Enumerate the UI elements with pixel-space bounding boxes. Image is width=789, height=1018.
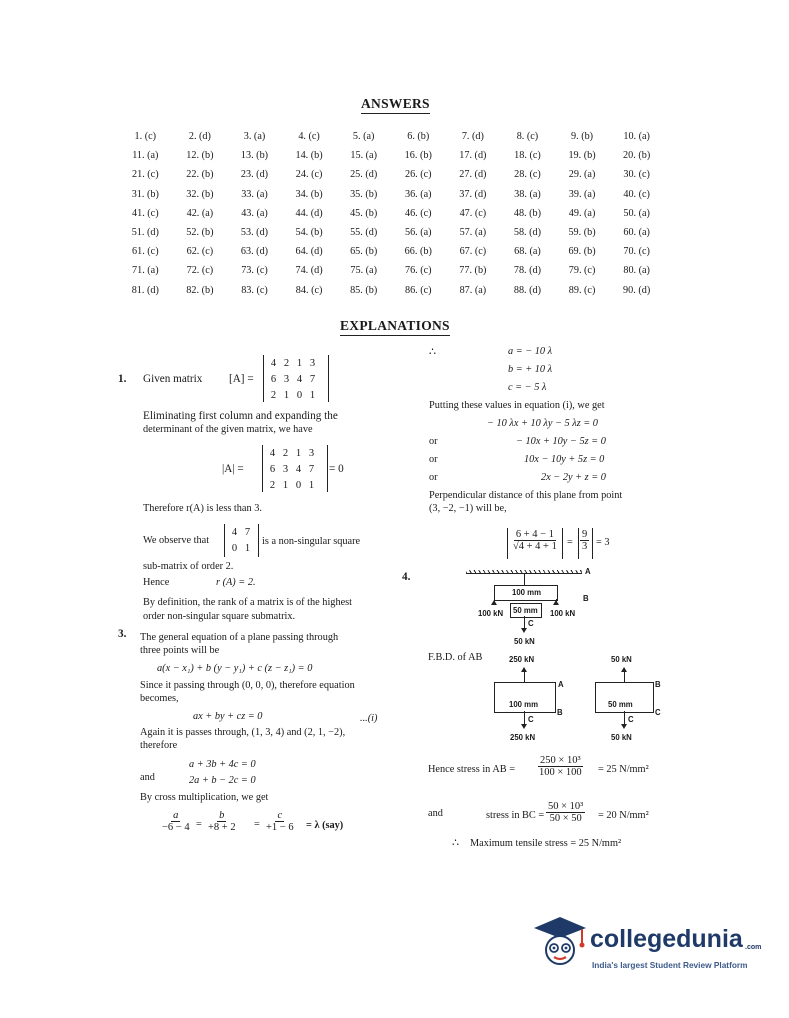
answer-cell: 75. (a) [350, 265, 377, 277]
matrix-entry: 7 [244, 526, 251, 538]
answer-cell: 61. (c) [132, 246, 159, 258]
answer-cell: 69. (b) [568, 246, 596, 258]
q3-and: and [140, 772, 155, 783]
q3-cross: By cross multiplication, we get [140, 792, 269, 803]
answer-row [118, 204, 664, 223]
q4-dim-100: 100 mm [512, 588, 542, 597]
answer-cell: 18. (c) [514, 150, 541, 162]
answer-cell: 80. (a) [623, 265, 650, 277]
q1-definition2: order non-singular square submatrix. [143, 611, 296, 622]
matrix-entry: 1 [308, 479, 315, 491]
answer-cell: 42. (a) [186, 207, 214, 219]
matrix-entry: 4 [270, 357, 277, 369]
answer-cell: 73. (c) [241, 265, 268, 277]
answer-cell: 84. (c) [295, 284, 323, 296]
q1-matrix [267, 355, 319, 403]
answer-row [118, 165, 664, 184]
matrix-entry: 2 [283, 357, 290, 369]
answer-cell: 66. (b) [404, 246, 432, 258]
answer-cell: 23. (d) [240, 169, 269, 181]
answer-cell: 89. (c) [568, 284, 596, 296]
answer-cell: 62. (c) [186, 246, 214, 258]
q4-stress-bc: stress in BC = [486, 810, 545, 821]
answer-cell: 6. (b) [407, 131, 430, 143]
answer-cell: 31. (b) [131, 188, 159, 200]
answer-cell: 17. (d) [459, 150, 487, 162]
matrix-entry: 4 [296, 373, 303, 385]
q1-number: 1. [118, 373, 127, 385]
q1-a-label: [A] = [229, 373, 254, 385]
answer-cell: 30. (c) [623, 169, 650, 181]
q3-eq3: a + 3b + 4c = 0 [189, 759, 256, 770]
q4-fbd2-dim: 50 mm [608, 700, 633, 709]
matrix-entry: 1 [295, 447, 302, 459]
matrix-row [266, 477, 318, 493]
answer-cell: 55. (d) [350, 227, 378, 239]
q3-c-val: c = − 5 λ [508, 382, 547, 393]
answer-cell: 79. (c) [568, 265, 596, 277]
matrix-entry: 6 [269, 463, 276, 475]
matrix-entry: 3 [309, 357, 316, 369]
answer-cell: 76. (c) [404, 265, 432, 277]
q1-eliminating2: determinant of the given matrix, we have [143, 424, 313, 435]
q1-rank: r (A) = 2. [216, 577, 256, 588]
answer-cell: 33. (a) [241, 188, 268, 200]
q4-fbd1-top-arrow [521, 667, 527, 672]
q4-fbd1-a: A [558, 680, 564, 689]
q3-line4: becomes, [140, 693, 179, 704]
answer-cell: 45. (b) [350, 207, 378, 219]
answer-cell: 37. (d) [459, 188, 487, 200]
answer-cell: 20. (b) [623, 150, 651, 162]
matrix-entry: 2 [269, 479, 276, 491]
matrix-entry: 1 [282, 479, 289, 491]
answer-cell: 86. (c) [404, 284, 432, 296]
q3-frac-a: $\frac{a}{-6 - 4}$ [162, 810, 190, 833]
q3-eq1: a(x − x₁) + b (y − y₁) + c (z − z₁) = 0 [157, 663, 313, 674]
q1-observe: We observe that [143, 535, 210, 546]
q3-dist-frac2: $\frac{9}{3}$ [582, 529, 588, 552]
answer-cell: 40. (c) [623, 188, 650, 200]
answer-cell: 70. (c) [623, 246, 650, 258]
q3-say: = λ (say) [306, 820, 344, 831]
answer-cell: 24. (c) [295, 169, 323, 181]
q1-eliminating: Eliminating first column and expanding the [143, 410, 338, 422]
answer-cell: 12. (b) [186, 150, 214, 162]
answers-grid [118, 127, 664, 300]
matrix-entry: 0 [231, 542, 238, 554]
answer-cell: 25. (d) [350, 169, 378, 181]
q4-fbd2-top-arrow [621, 667, 627, 672]
answers-title: ANSWERS [361, 96, 430, 114]
answer-row [118, 223, 664, 242]
q4-ab-frac: $\frac{\text{250 × 10³}}{100 \times 100}$ [539, 755, 582, 778]
answer-cell: 9. (b) [571, 131, 594, 143]
q3-p4: 2x − 2y + z = 0 [541, 472, 606, 483]
q4-number: 4. [402, 571, 411, 583]
answer-cell: 4. (c) [298, 131, 320, 143]
answer-cell: 90. (d) [623, 284, 651, 296]
q4-dim-50: 50 mm [513, 606, 538, 615]
answer-cell: 68. (a) [514, 246, 541, 258]
matrix-entry: 7 [308, 463, 315, 475]
q1-therefore: Therefore r(A) is less than 3. [143, 503, 262, 514]
matrix-entry: 6 [270, 373, 277, 385]
q1-det-label: |A| = [222, 463, 244, 475]
q3-line6: therefore [140, 740, 178, 751]
matrix-row [267, 355, 319, 371]
answer-cell: 39. (a) [568, 188, 596, 200]
answer-cell: 2. (d) [188, 131, 211, 143]
q3-or1: or [429, 436, 438, 447]
q4-fbd1-dim: 100 mm [509, 700, 539, 709]
q1-definition: By definition, the rank of a matrix is of the highest [143, 597, 353, 608]
q4-load-right-arrow [553, 600, 559, 605]
answer-row [118, 261, 664, 280]
q4-f50-top: 50 kN [611, 655, 632, 664]
matrix-entry: 1 [309, 389, 316, 401]
q4-load-left: 100 kN [478, 609, 504, 618]
q3-eq2: ax + by + cz = 0 [193, 711, 263, 722]
q4-fbd2-b: B [655, 680, 661, 689]
q4-fbd1-b: B [557, 708, 563, 717]
q3-putting: Putting these values in equation (i), we get [429, 400, 605, 411]
q3-number: 3. [118, 628, 127, 640]
answer-cell: 51. (d) [131, 227, 159, 239]
answer-cell: 26. (c) [404, 169, 432, 181]
logo-suffix: .com [745, 944, 762, 951]
answer-cell: 47. (c) [459, 207, 487, 219]
answer-cell: 27. (d) [459, 169, 487, 181]
matrix-entry: 0 [296, 389, 303, 401]
answer-cell: 48. (b) [513, 207, 542, 219]
matrix-entry: 3 [308, 447, 315, 459]
q4-bc-frac: $\frac{\text{50 × 10³}}{50 \times 50}$ [548, 801, 584, 824]
answer-cell: 46. (c) [404, 207, 432, 219]
q1-det-eq: = 0 [329, 463, 344, 475]
answer-cell: 71. (a) [132, 265, 159, 277]
q3-frac-c: $\frac{c}{+1 - 6}$ [266, 810, 294, 833]
q4-load-c-arrow [521, 628, 527, 633]
answer-cell: 21. (c) [132, 169, 159, 181]
matrix-entry: 1 [296, 357, 303, 369]
q4-fbd2-c: C [655, 708, 661, 717]
matrix-entry: 7 [309, 373, 316, 385]
answer-cell: 54. (b) [295, 227, 323, 239]
matrix-entry: 2 [270, 389, 277, 401]
answer-cell: 41. (c) [132, 207, 159, 219]
q4-fbd2-c-bottom: C [628, 715, 634, 724]
q1-sub-order: sub-matrix of order 2. [143, 561, 234, 572]
answer-cell: 34. (b) [295, 188, 323, 200]
matrix-row [266, 461, 318, 477]
matrix-entry: 4 [295, 463, 302, 475]
q3-or2: or [429, 454, 438, 465]
answer-cell: 15. (a) [350, 150, 377, 162]
answer-row [118, 281, 664, 300]
matrix-entry: 2 [282, 447, 289, 459]
answer-cell: 82. (b) [186, 284, 214, 296]
q3-eq4: 2a + b − 2c = 0 [189, 775, 256, 786]
answer-row [118, 185, 664, 204]
q4-load-right: 100 kN [550, 609, 576, 618]
answer-cell: 65. (b) [350, 246, 378, 258]
answer-cell: 7. (d) [461, 131, 484, 143]
q4-fbd2-bottom: 50 kN [611, 733, 632, 742]
q1-submatrix [228, 524, 254, 556]
q4-f250-top: 250 kN [509, 655, 535, 664]
q3-line2: three points will be [140, 645, 220, 656]
q3-line3: Since it passing through (0, 0, 0), therefore equation [140, 680, 355, 691]
q3-eq2-tag: ...(i) [360, 713, 378, 724]
q3-p3: 10x − 10y + 5z = 0 [524, 454, 605, 465]
answer-cell: 52. (b) [186, 227, 214, 239]
q4-fbd: F.B.D. of AB [428, 652, 483, 663]
answer-cell: 5. (a) [352, 131, 375, 143]
q4-point-c: C [528, 619, 534, 628]
answer-cell: 38. (a) [514, 188, 541, 200]
answer-cell: 14. (b) [295, 150, 323, 162]
matrix-entry: 3 [282, 463, 289, 475]
q4-fbd1-c: C [528, 715, 534, 724]
answer-row [118, 146, 664, 165]
answer-cell: 57. (a) [459, 227, 487, 239]
answer-cell: 72. (c) [186, 265, 214, 277]
answer-cell: 29. (a) [568, 169, 596, 181]
answer-cell: 59. (b) [568, 227, 596, 239]
q4-and: and [428, 808, 443, 819]
answer-cell: 63. (d) [240, 246, 269, 258]
q4-max-sym: ∴ [452, 837, 460, 849]
answer-cell: 87. (a) [459, 284, 487, 296]
answer-cell: 36. (a) [404, 188, 432, 200]
q4-fbd1-bottom-arrow [521, 724, 527, 729]
answer-cell: 11. (a) [132, 150, 159, 162]
answer-cell: 83. (c) [241, 284, 268, 296]
q3-dist-frac: $\frac{6 + 4 - 1}{√4 + 4 + 1}$ [513, 529, 557, 552]
q3-frac-b: $\frac{b}{+8 + 2}$ [208, 810, 236, 833]
q3-perp: Perpendicular distance of this plane from point [429, 490, 623, 501]
q4-bc-res: = 20 N/mm² [598, 810, 649, 821]
matrix-entry: 4 [269, 447, 276, 459]
answer-cell: 85. (b) [350, 284, 378, 296]
q3-p1: − 10 λx + 10 λy − 5 λz = 0 [487, 418, 598, 429]
answer-cell: 22. (b) [186, 169, 214, 181]
q4-load-left-arrow [491, 600, 497, 605]
q3-p2: − 10x + 10y − 5z = 0 [516, 436, 606, 447]
q4-point-a: A [585, 567, 591, 576]
explanations-title: EXPLANATIONS [340, 318, 450, 336]
answer-cell: 53. (d) [240, 227, 269, 239]
answer-cell: 19. (b) [568, 150, 596, 162]
q3-therefore-sym: ∴ [429, 346, 437, 358]
answer-cell: 56. (a) [404, 227, 432, 239]
answer-cell: 88. (d) [513, 284, 542, 296]
q4-fbd2-bottom-arrow [621, 724, 627, 729]
answer-cell: 49. (a) [568, 207, 596, 219]
q1-det-matrix [266, 445, 318, 493]
q4-top-bar [524, 573, 525, 585]
answer-cell: 77. (b) [459, 265, 487, 277]
q1-hence: Hence [143, 577, 170, 588]
q3-line1: The general equation of a plane passing through [140, 632, 339, 643]
logo-brand: collegedunia [590, 925, 743, 953]
answer-cell: 58. (d) [513, 227, 542, 239]
matrix-row [267, 371, 319, 387]
q1-given: Given matrix [143, 373, 203, 385]
matrix-row [266, 445, 318, 461]
answer-cell: 32. (b) [186, 188, 214, 200]
answer-cell: 35. (b) [350, 188, 378, 200]
matrix-row [267, 387, 319, 403]
q3-perp2: (3, −2, −1) will be, [429, 503, 507, 514]
answer-cell: 16. (b) [404, 150, 432, 162]
collegedunia-mascot-icon [530, 912, 588, 970]
q3-dist-eq: = [567, 537, 573, 548]
answer-cell: 10. (a) [623, 131, 650, 143]
q4-load-c: 50 kN [514, 637, 535, 646]
matrix-row [228, 524, 254, 540]
q3-or3: or [429, 472, 438, 483]
answer-cell: 43. (a) [241, 207, 268, 219]
q4-ab-res: = 25 N/mm² [598, 764, 649, 775]
q3-a-val: a = − 10 λ [508, 346, 553, 357]
answer-cell: 74. (d) [295, 265, 323, 277]
answer-cell: 60. (a) [623, 227, 650, 239]
matrix-entry: 1 [244, 542, 251, 554]
answer-cell: 78. (d) [513, 265, 542, 277]
answer-cell: 1. (c) [134, 131, 157, 143]
q4-fbd1-bottom: 250 kN [510, 733, 536, 742]
answer-cell: 3. (a) [243, 131, 266, 143]
q4-hence-ab: Hence stress in AB = [428, 764, 516, 775]
matrix-entry: 4 [231, 526, 238, 538]
answer-cell: 44. (d) [295, 207, 323, 219]
answer-cell: 81. (d) [131, 284, 159, 296]
answer-cell: 8. (c) [516, 131, 539, 143]
answer-row [118, 242, 664, 261]
matrix-entry: 0 [295, 479, 302, 491]
logo-tagline: India's largest Student Review Platform [592, 960, 748, 970]
q1-nonsingular: is a non-singular square [262, 536, 361, 547]
q3-line5: Again it is passes through, (1, 3, 4) and (2, 1, −2), [140, 727, 346, 738]
matrix-entry: 3 [283, 373, 290, 385]
answer-cell: 67. (c) [459, 246, 487, 258]
q3-b-val: b = + 10 λ [508, 364, 553, 375]
answer-row [118, 127, 664, 146]
q3-eq-sign-2: = [254, 819, 260, 830]
q4-point-b: B [583, 594, 589, 603]
answer-cell: 28. (c) [514, 169, 541, 181]
matrix-row [228, 540, 254, 556]
q4-max-text: Maximum tensile stress = 25 N/mm² [470, 838, 622, 849]
q3-eq-sign-1: = [196, 819, 202, 830]
answer-cell: 50. (a) [623, 207, 650, 219]
answer-cell: 13. (b) [240, 150, 269, 162]
answer-cell: 64. (d) [295, 246, 323, 258]
matrix-entry: 1 [283, 389, 290, 401]
q3-dist-res: = 3 [596, 537, 610, 548]
